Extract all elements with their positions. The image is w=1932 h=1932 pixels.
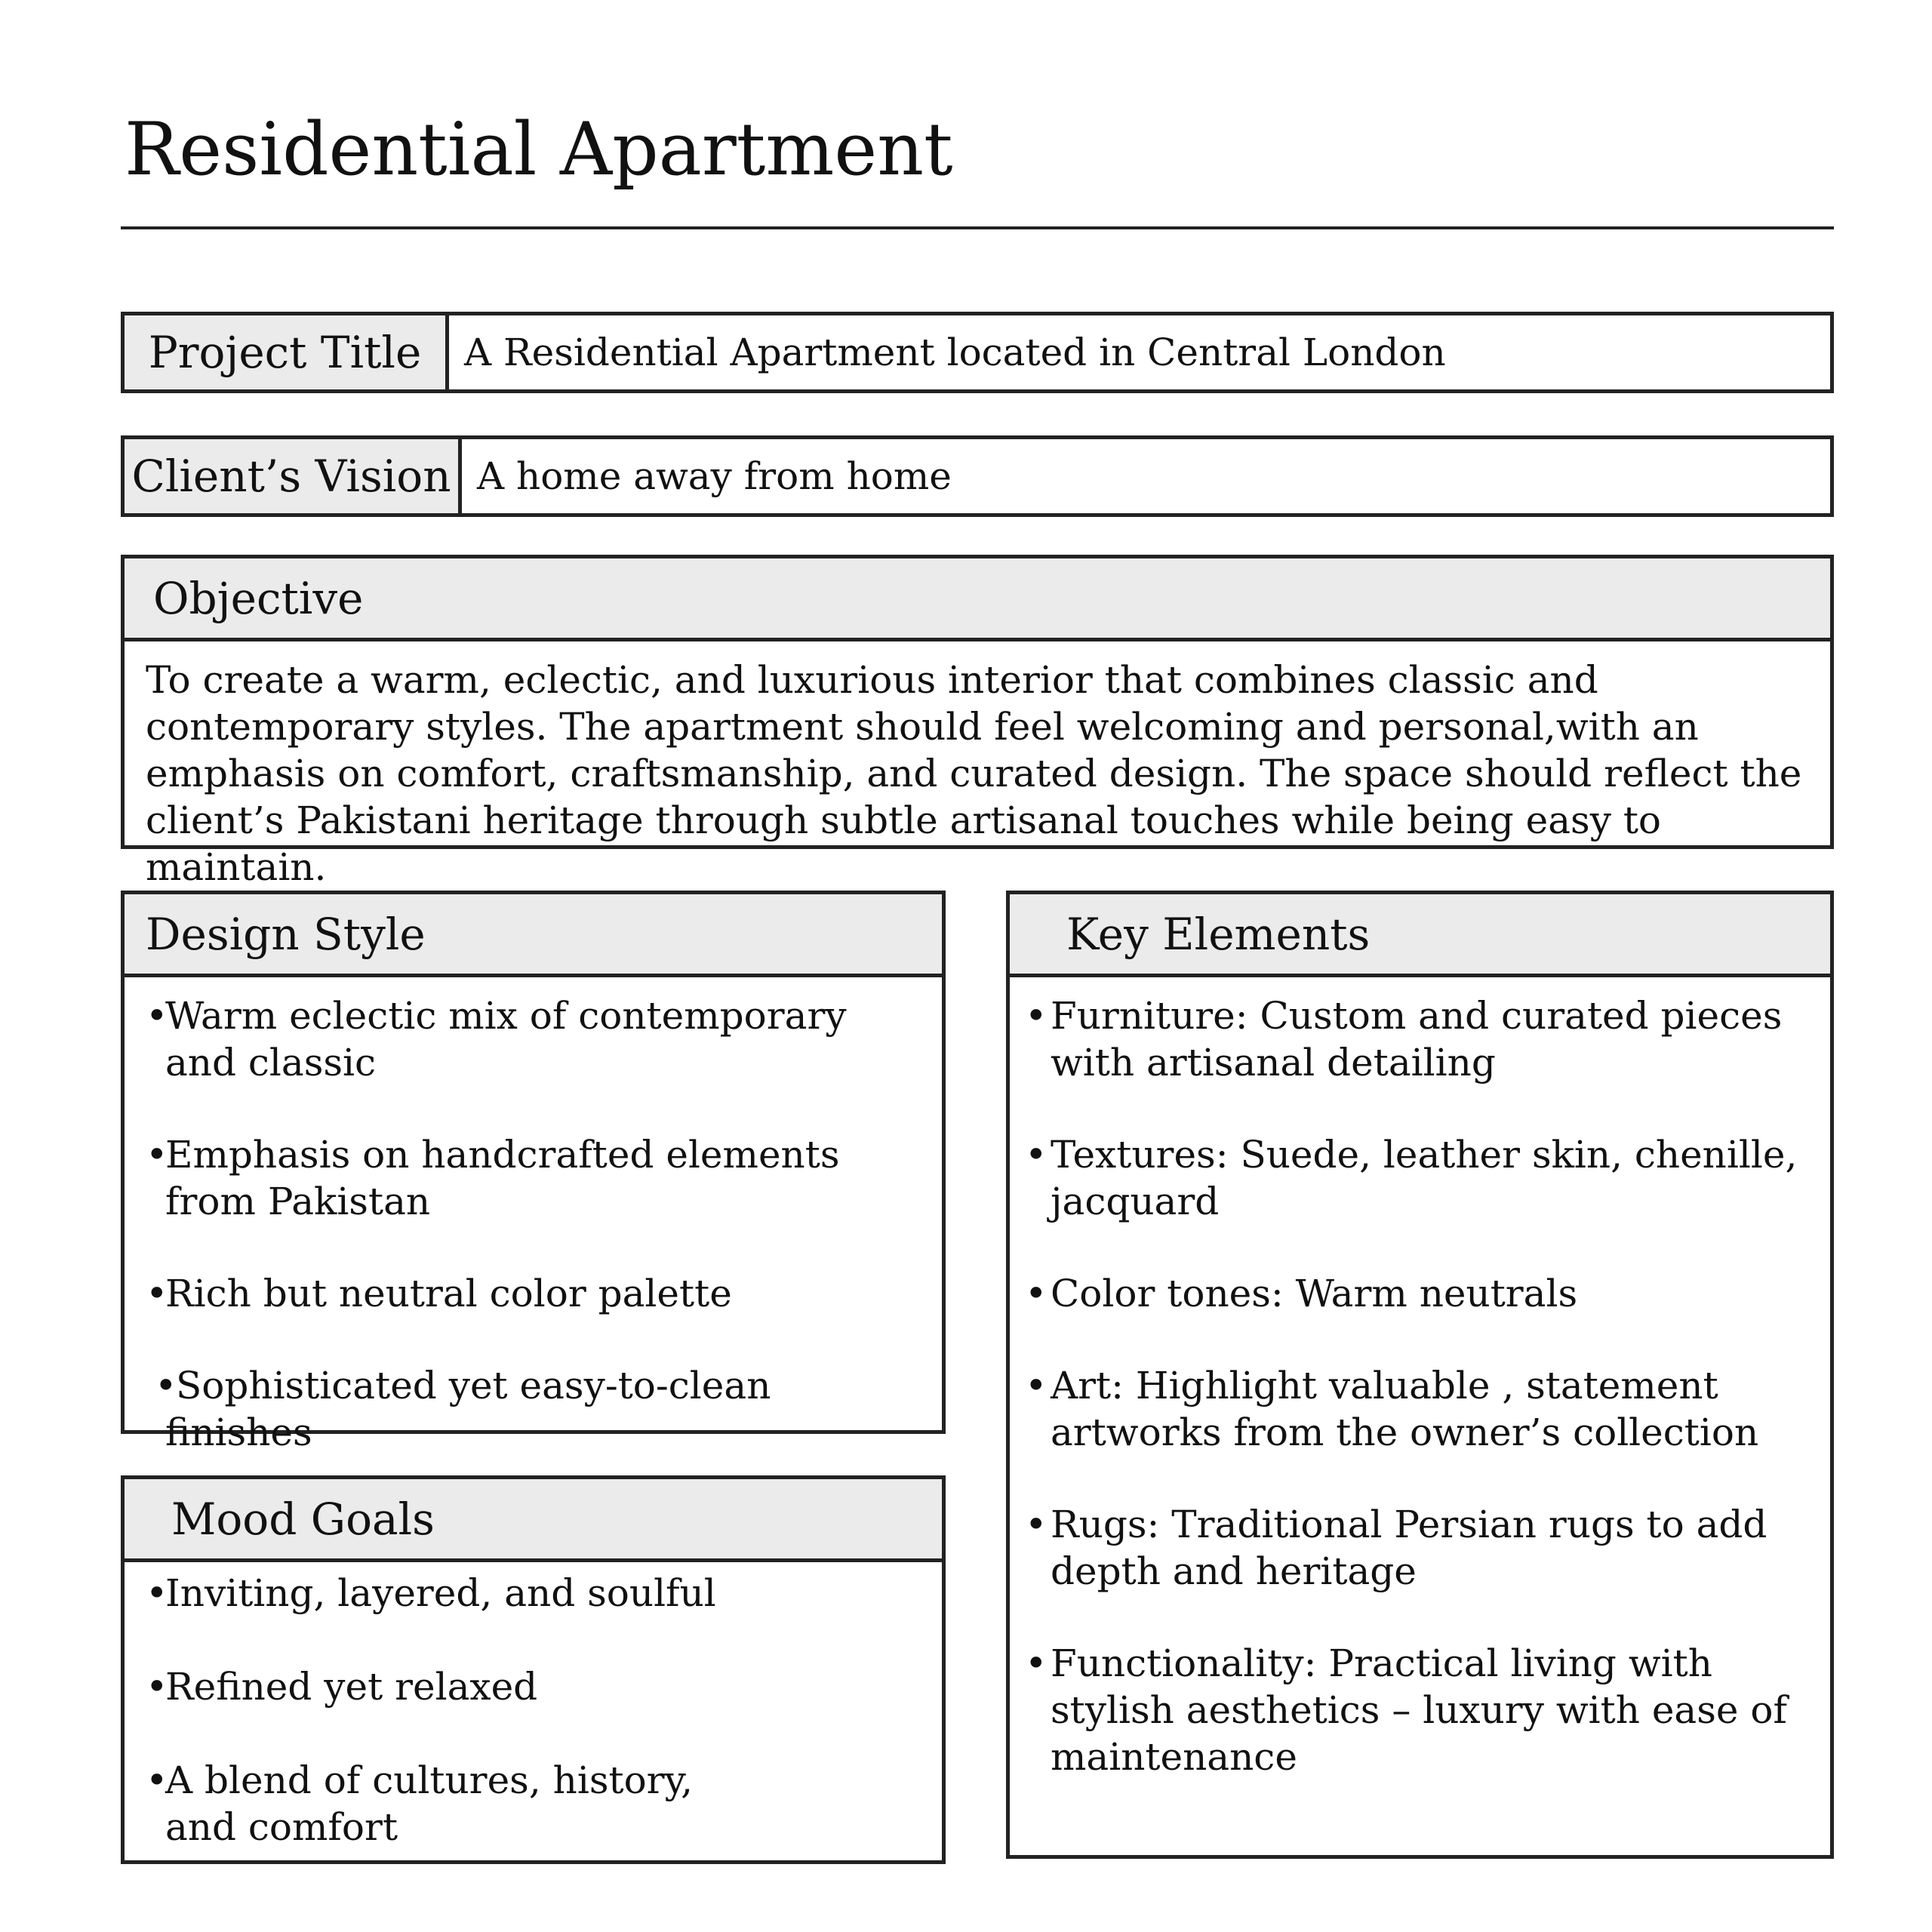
project-title-row — [121, 312, 1834, 393]
bullet-icon: • — [1025, 1364, 1048, 1407]
list-item-text: A blend of cultures, history, and comfort — [165, 1758, 694, 1849]
list-item — [125, 1570, 942, 1617]
clients-vision-value: A home away from home — [477, 454, 952, 498]
list-item-text: Inviting, layered, and soulful — [165, 1571, 716, 1615]
bullet-icon: • — [146, 1758, 168, 1802]
list-item — [1010, 1501, 1830, 1595]
list-item — [1010, 1270, 1830, 1317]
bullet-icon: • — [146, 1571, 168, 1615]
list-item — [125, 1131, 942, 1225]
title-divider — [121, 226, 1834, 229]
bullet-icon: • — [1025, 1133, 1048, 1177]
bullet-icon: • — [146, 1665, 168, 1709]
list-item-text: Furniture: Custom and curated pieces with artisanal detailing — [1051, 994, 1783, 1084]
list-item — [1010, 1362, 1830, 1456]
list-item — [1010, 1131, 1830, 1225]
list-item — [125, 1270, 942, 1317]
list-item-text: Rugs: Traditional Persian rugs to add depth and heritage — [1051, 1503, 1767, 1593]
key-elements-heading-text: Key Elements — [1066, 908, 1371, 960]
key-elements-heading — [1010, 894, 1830, 977]
design-style-heading — [125, 894, 942, 977]
objective-panel — [121, 555, 1834, 889]
list-item-text: Textures: Suede, leather skin, chenille, jacquard — [1051, 1133, 1798, 1223]
bullet-icon: • — [146, 994, 168, 1038]
page-title: Residential Apartment — [125, 107, 953, 192]
project-title-label: Project Title — [125, 315, 449, 389]
objective-text: To create a warm, eclectic, and luxurious interior that combines classic and contemporary styles. The apartment should feel welcoming and personal,with an emphasis on comfort, craftsmanship, and curated design. The space should reflect the client’s Pakistani heritage through subtle artisanal touches while being easy to maintain. — [146, 658, 1802, 889]
bullet-icon: • — [1025, 1641, 1048, 1685]
mood-goals-list — [125, 1562, 942, 1850]
key-elements-panel — [1006, 891, 1834, 1859]
list-item-text: Refined yet relaxed — [165, 1665, 538, 1709]
list-item-text: Functionality: Practical living with stylish aesthetics – luxury with ease of maintenance — [1051, 1641, 1787, 1779]
list-item — [125, 1757, 942, 1850]
key-elements-list — [1010, 977, 1830, 1780]
clients-vision-row — [121, 435, 1834, 517]
bullet-icon: • — [1025, 1272, 1048, 1315]
list-item-text: Emphasis on handcrafted elements from Pakistan — [165, 1133, 840, 1223]
mood-goals-heading — [125, 1479, 942, 1562]
list-item-text: Sophisticated yet easy-to-clean finishes — [165, 1364, 771, 1454]
list-item — [125, 992, 942, 1086]
objective-heading-text: Objective — [153, 572, 364, 624]
list-item-text: Rich but neutral color palette — [165, 1272, 732, 1315]
bullet-icon: • — [1025, 994, 1048, 1038]
bullet-icon: • — [146, 1272, 168, 1315]
list-item — [125, 1362, 942, 1456]
objective-heading — [125, 558, 1830, 641]
design-style-panel — [121, 891, 946, 1454]
clients-vision-label: Client’s Vision — [125, 439, 462, 513]
list-item-text: Color tones: Warm neutrals — [1051, 1272, 1578, 1315]
design-style-list — [125, 977, 942, 1456]
bullet-icon: • — [146, 1133, 168, 1177]
list-item — [1010, 992, 1830, 1086]
bullet-icon: • — [1025, 1503, 1048, 1546]
mood-goals-heading-text: Mood Goals — [171, 1493, 435, 1545]
project-title-value: A Residential Apartment located in Central London — [464, 331, 1446, 374]
list-item — [1010, 1640, 1830, 1780]
bullet-icon: • — [155, 1364, 177, 1407]
list-item-text: Warm eclectic mix of contemporary and classic — [165, 994, 847, 1084]
list-item — [125, 1663, 942, 1710]
mood-goals-panel — [121, 1475, 946, 1864]
design-style-heading-text: Design Style — [146, 908, 426, 960]
list-item-text: Art: Highlight valuable , statement artworks from the owner’s collection — [1051, 1364, 1759, 1454]
